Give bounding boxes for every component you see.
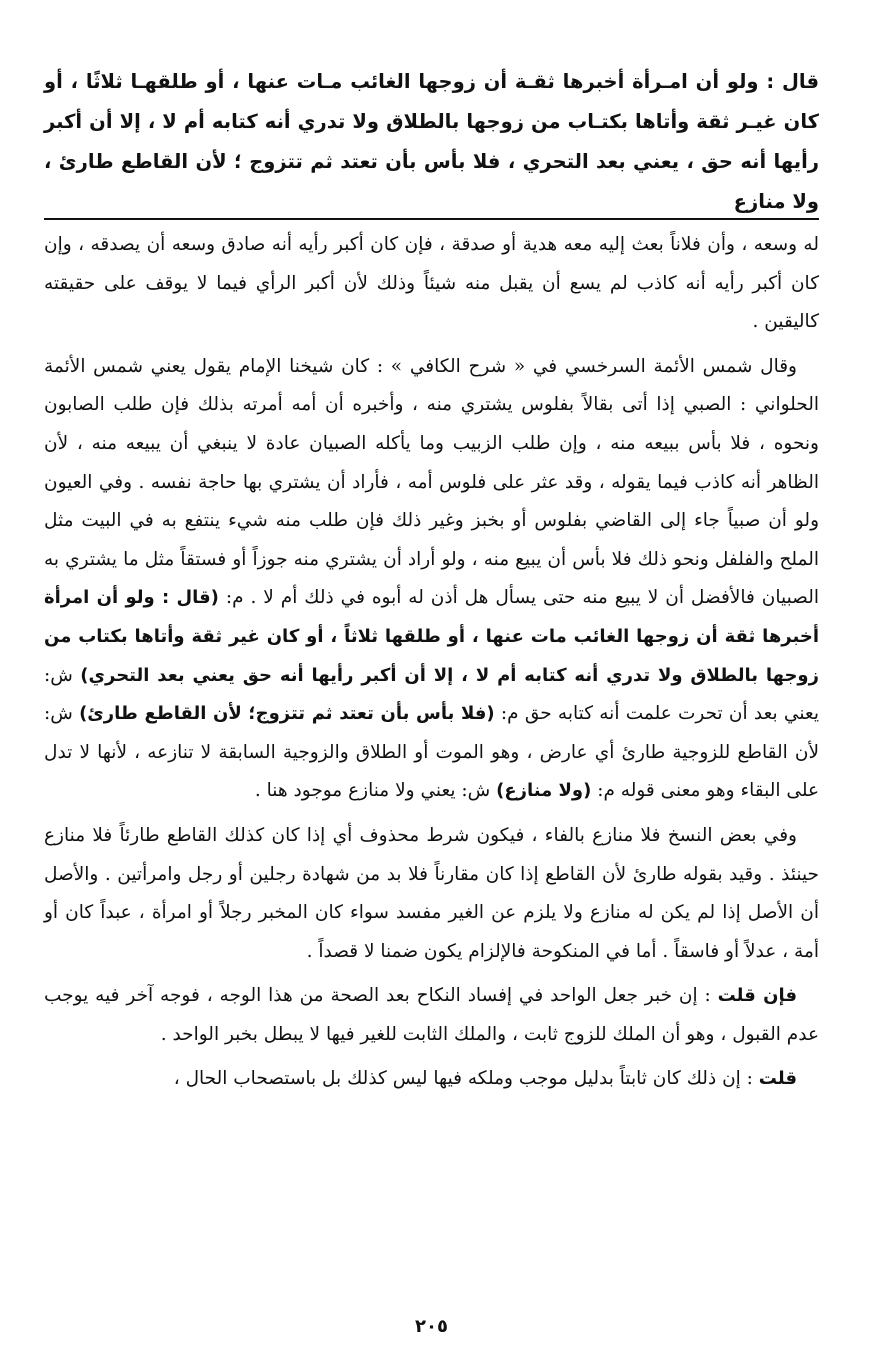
reply-text: : إن ذلك كان ثابتاً بدليل موجب وملكه فيها ليس كذلك بل باستصحاب الحال ، — [173, 1068, 759, 1090]
matn-text — [44, 62, 819, 222]
book-page — [44, 0, 819, 1367]
commentary-text-segment: ش: يعني ولا منازع موجود هنا . — [254, 780, 497, 802]
commentary-text — [44, 226, 819, 1105]
commentary-paragraph-1: له وسعه ، وأن فلاناً بعث إليه معه هدية أو صدقة ، فإن كان أكبر رأيه أنه صادق وسعه أن يصدقه ، وإن كان أكبر رأيه أنه كاذب لم يسع أن يقبل منه شيئاً وذلك لأن أكبر الرأي فيما لا يوقف على حقيقته كاليقين . — [44, 234, 819, 333]
commentary-paragraph-2 — [44, 348, 819, 811]
page-number: ٢٠٥ — [415, 1316, 448, 1337]
objection-text: : إن خبر جعل الواحد في إفساد النكاح بعد الصحة من هذا الوجه ، فوجه آخر فيه يوجب عدم القبول ، وهو أن الملك للزوج ثابت ، والملك الثابت للغير فيها لا يبطل بخبر الواحد . — [44, 985, 819, 1045]
quoted-matn-segment: (ولا منازع) — [496, 780, 592, 802]
quoted-matn-segment: (فلا بأس بأن تعتد ثم تتزوج؛ لأن القاطع طارئ) — [79, 703, 495, 725]
commentary-paragraph-5 — [44, 1060, 819, 1099]
objection-label: فإن قلت — [717, 985, 797, 1007]
commentary-text-segment: وقال شمس الأئمة السرخسي في « شرح الكافي » : كان شيخنا الإمام يقول يعني شمس الأئمة الحلواني : الصبي إذا أتى بقالاً بفلوس يشتري منه ، وأخبره أن أمه أمرته بذلك فإن طلب الصابون ونحوه ، فلا بأس ببيعه منه ، وإن طلب الزبيب وما يأكله الصبيان عادة لا ينبغي أن يبيعه منه ، لأن الظاهر أنه كاذب فيما يقوله ، وقد عثر على فلوس أمه ، فأراد أن يشتري بها حاجة نفسه . وفي العيون ولو أن صبياً جاء إلى القاضي بفلوس أو بخبز وغير ذلك فإن طلب منه شيء ينتفع به في البيت مثل الملح والفلفل ونحو ذلك فلا بأس أن يبيع منه ، ولو أراد أن يشتري منه جوزاً أو فستقاً مثل ما يشتري به الصبيان فالأفضل أن لا يبيع منه حتى يسأل هل أذن له أبوه في ذلك أم لا . م: — [44, 355, 819, 609]
commentary-text-segment: ش: يعني بعد أن تحرت علمت أنه كتابه حق م: — [44, 664, 819, 725]
separator-line — [44, 218, 819, 220]
commentary-text-segment: ش: لأن القاطع للزوجية طارئ أي عارض ، وهو الموت أو الطلاق والزوجية السابقة لا تنازعه ، لأنها لا تدل على البقاء وهو معنى قوله م: — [44, 703, 819, 802]
commentary-paragraph-3: وفي بعض النسخ فلا منازع بالفاء ، فيكون شرط محذوف أي إذا كان كذلك القاطع طارئاً فلا منازع حينئذ . وقيد بقوله طارئ لأن القاطع إذا كان مقارناً فلا بد من شهادة رجلين أو رجل وامرأتين . والأصل أن الأصل إذا لم يكن له منازع ولا يلزم عن الغير مفسد سواء كان المخبر رجلاً أو امرأة ، عبداً كان أو أمة ، عدلاً أو فاسقاً . أما في المنكوحة فالإلزام يكون ضمنا لا قصداً . — [44, 824, 819, 962]
commentary-paragraph-4 — [44, 977, 819, 1054]
matn-paragraph: قال : ولو أن امـرأة أخبرها ثقـة أن زوجها الغائب مـات عنها ، أو طلقهـا ثلاثًا ، أو كان غيـر ثقة وأتاها بكتـاب من زوجها بالطلاق ولا تدري أنه كتابه أم لا ، إلا أن أكبر رأيها أنه حق ، يعني بعد التحري ، فلا بأس بأن تعتد ثم تتزوج ؛ لأن القاطع طارئ ، ولا منازع — [44, 70, 819, 213]
reply-label: قلت — [758, 1068, 797, 1090]
quoted-matn-segment: (قال : ولو أن امرأة أخبرها ثقة أن زوجها الغائب مات عنها ، أو طلقها ثلاثاً ، أو كان غير ثقة وأتاها بكتاب من زوجها بالطلاق ولا تدري أنه كتابه أم لا ، إلا أن أكبر رأيها أنه حق يعني بعد التحري) — [44, 587, 819, 686]
